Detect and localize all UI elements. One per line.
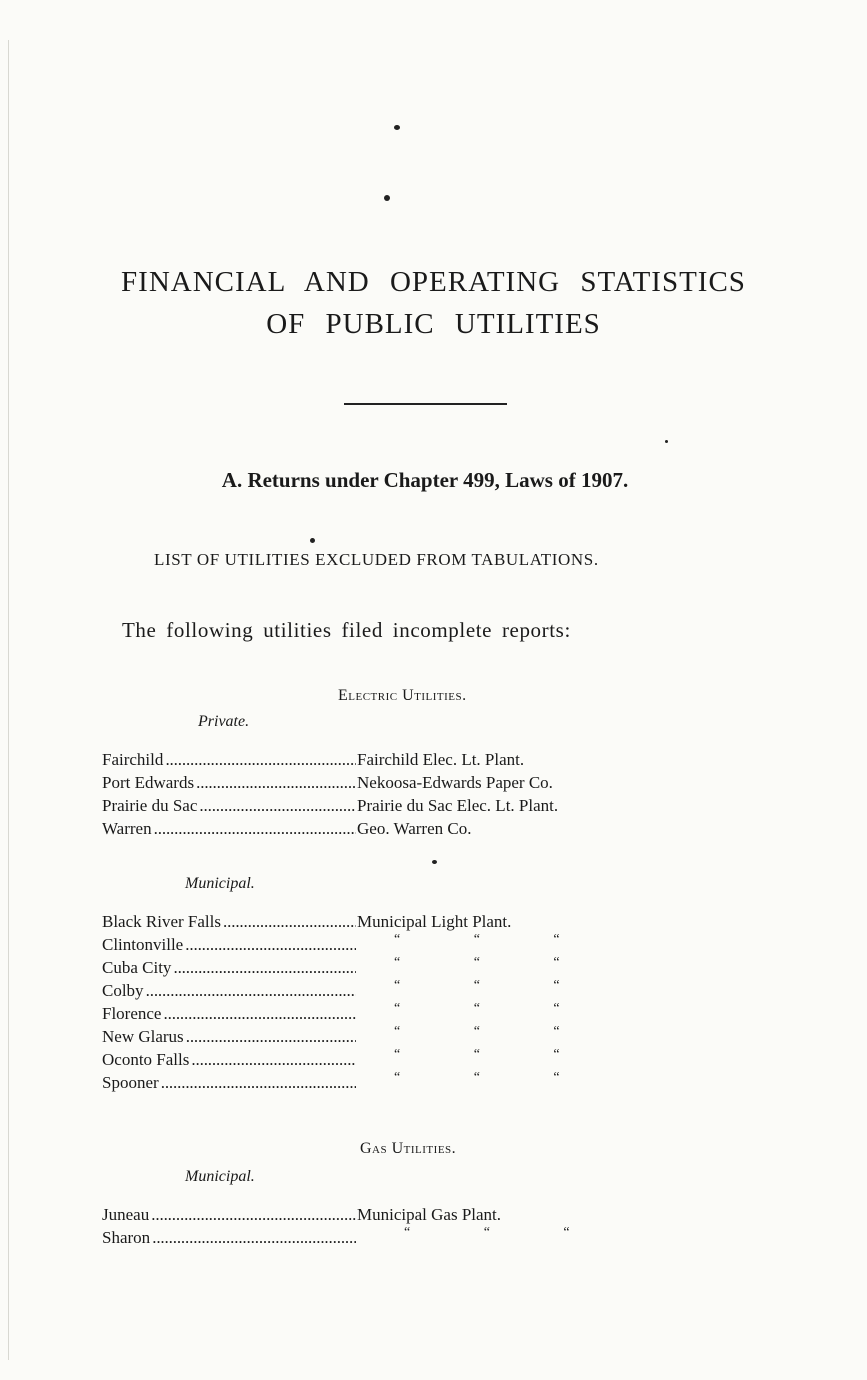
ink-speck [384,195,390,201]
utility-owner: Geo. Warren Co. [357,819,472,838]
page-edge-shadow [8,40,9,1360]
utility-place: Fairchild . . . [102,748,356,771]
electric-private-label: Private. [198,713,250,730]
utility-owner: Fairchild Elec. Lt. Plant. [357,750,525,769]
ditto-marks: “ “ “ [394,1070,560,1085]
utility-place: Prairie du Sac . . . [102,794,356,817]
utility-owner: Municipal Gas Plant. [357,1205,502,1224]
utility-owner: Prairie du Sac Elec. Lt. Plant. [357,796,559,815]
utility-place: Black River Falls . . . [102,910,356,933]
ditto-marks: “ “ “ [394,1024,560,1039]
title-divider [344,403,507,405]
ink-speck [432,860,437,864]
ink-speck [665,440,668,443]
gas-municipal-label: Municipal. [185,1168,255,1185]
intro-text: The following utilities filed incomplete reports: [122,618,571,642]
utility-place: Colby . . . [102,979,356,1002]
utility-place: Port Edwards . . . [102,771,356,794]
ditto-marks: “ “ “ [394,1001,560,1016]
utility-place: New Glarus . . . [102,1025,356,1048]
utility-place: Cuba City . . . [102,956,356,979]
utility-owner: Nekoosa-Edwards Paper Co. [357,773,553,792]
list-heading: LIST OF UTILITIES EXCLUDED FROM TABULATIONS. [154,550,599,569]
ditto-marks: “ “ “ [394,978,560,993]
utility-place: Juneau . . . [102,1203,356,1226]
ditto-marks: “ “ “ [394,932,560,947]
electric-municipal-label: Municipal. [185,875,255,892]
utility-place: Warren . . . [102,817,356,840]
title-line-2: OF PUBLIC UTILITIES [266,308,601,340]
utility-place: Spooner . . . [102,1071,356,1094]
utility-place: Oconto Falls . . . [102,1048,356,1071]
ink-speck [394,125,400,130]
utility-owner: Municipal Light Plant. [357,912,512,931]
ink-speck [310,538,315,543]
utility-place: Florence . . . [102,1002,356,1025]
section-heading: A. Returns under Chapter 499, Laws of 1907. [221,468,629,492]
ditto-marks: “ “ “ [404,1225,570,1240]
utility-place: Sharon . . . [102,1226,356,1249]
ditto-marks: “ “ “ [394,955,560,970]
ditto-marks: “ “ “ [394,1047,560,1062]
electric-utilities-heading: Electric Utilities. [338,687,467,704]
utility-place: Clintonville . . . [102,933,356,956]
gas-utilities-heading: Gas Utilities. [360,1140,457,1157]
title-line-1: FINANCIAL AND OPERATING STATISTICS [121,266,746,298]
